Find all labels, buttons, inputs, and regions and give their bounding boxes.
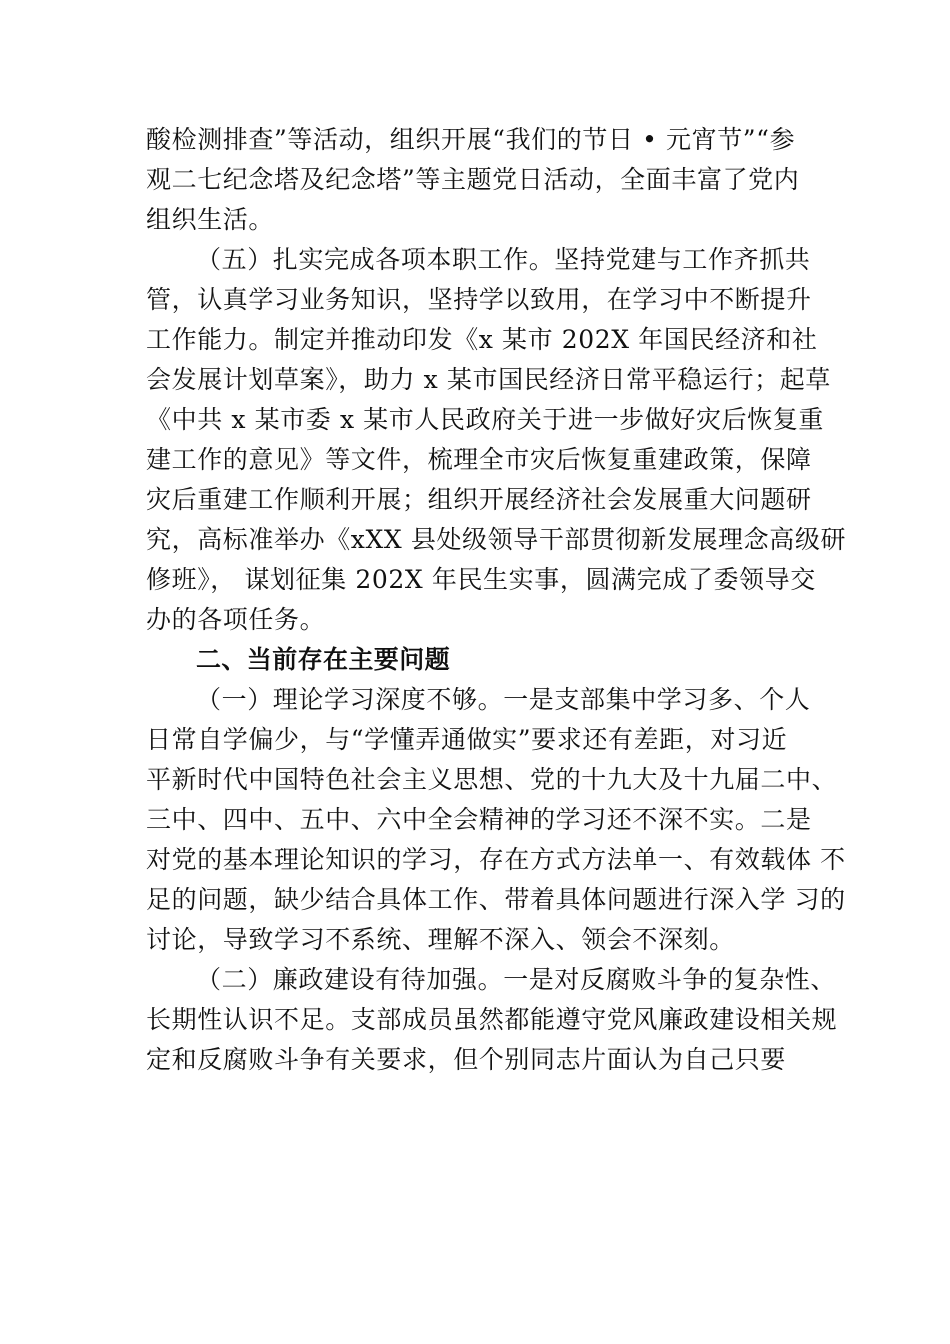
section-heading: 二、当前存在主要问题 bbox=[196, 645, 451, 674]
text-line: 管，认真学习业务知识，坚持学以致用，在学习中不断提升 bbox=[146, 285, 812, 314]
text-line: 建工作的意见》等文件，梳理全市灾后恢复重建政策，保障 bbox=[146, 445, 812, 474]
text-line: 长期性认识不足。支部成员虽然都能遵守党风廉政建设相关规 bbox=[146, 1005, 838, 1034]
text-line: 灾后重建工作顺利开展；组织开展经济社会发展重大问题研 bbox=[146, 485, 812, 514]
text-line: 定和反腐败斗争有关要求，但个别同志片面认为自己只要 bbox=[146, 1045, 787, 1074]
text-line: 日常自学偏少，与“学懂弄通做实”要求还有差距，对习近 bbox=[146, 725, 788, 754]
text-line: 讨论，导致学习不系统、理解不深入、领会不深刻。 bbox=[146, 925, 735, 954]
text-line: 修班》， 谋划征集 202X 年民生实事，圆满完成了委领导交 bbox=[146, 565, 816, 594]
text-line: 《中共 x 某市委 x 某市人民政府关于进一步做好灾后恢复重 bbox=[146, 405, 824, 434]
text-line: 办的各项任务。 bbox=[146, 605, 326, 634]
text-line: 会发展计划草案》，助力 x 某市国民经济日常平稳运行；起草 bbox=[146, 365, 831, 394]
text-line: 足的问题，缺少结合具体工作、带着具体问题进行深入学 习的 bbox=[146, 885, 846, 914]
text-line: 究，高标准举办《xXX 县处级领导干部贯彻新发展理念高级研 bbox=[146, 525, 847, 554]
text-line: 对党的基本理论知识的学习，存在方式方法单一、有效载体 不 bbox=[146, 845, 846, 874]
text-line: 工作能力。制定并推动印发《x 某市 202X 年国民经济和社 bbox=[146, 325, 818, 354]
paragraph-start-line: （五）扎实完成各项本职工作。坚持党建与工作齐抓共 bbox=[196, 245, 811, 274]
text-line: 平新时代中国特色社会主义思想、党的十九大及十九届二中、 bbox=[146, 765, 838, 794]
paragraph-start-line: （二）廉政建设有待加强。一是对反腐败斗争的复杂性、 bbox=[196, 965, 837, 994]
paragraph-start-line: （一）理论学习深度不够。一是支部集中学习多、个人 bbox=[196, 685, 811, 714]
text-line: 观二七纪念塔及纪念塔”等主题党日活动，全面丰富了党内 bbox=[146, 165, 800, 194]
text-line: 组织生活。 bbox=[146, 205, 275, 234]
text-line: 酸检测排查”等活动，组织开展“我们的节日 • 元宵节”“参 bbox=[146, 125, 796, 154]
text-line: 三中、四中、五中、六中全会精神的学习还不深不实。二是 bbox=[146, 805, 812, 834]
